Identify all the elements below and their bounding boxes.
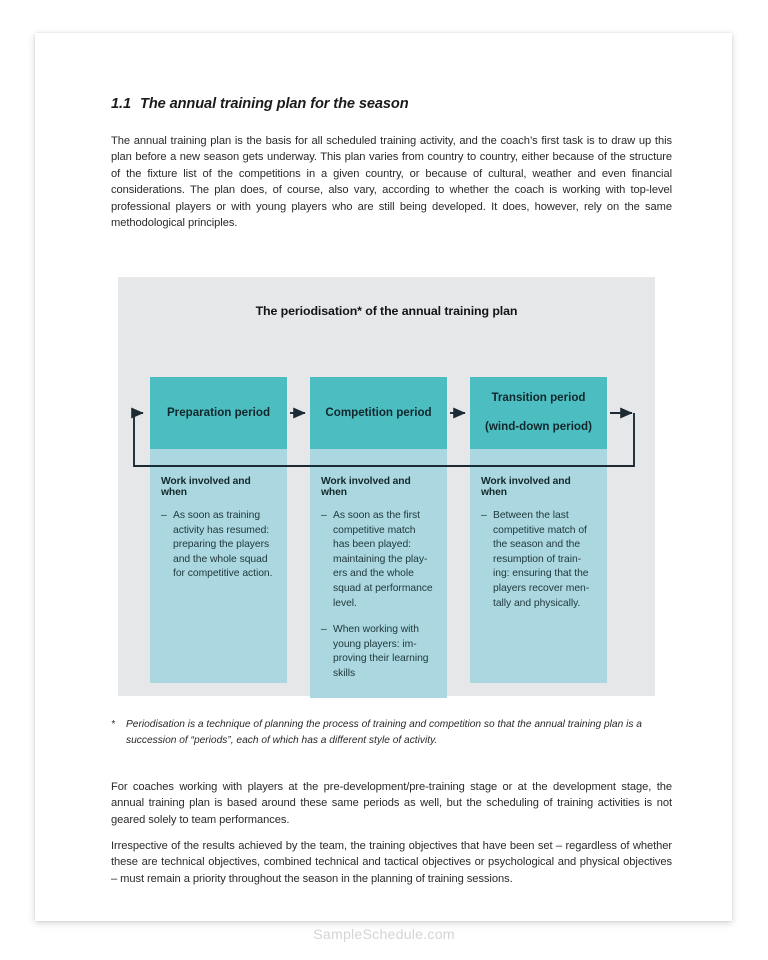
section-number: 1.1 — [111, 96, 131, 112]
bullet-dash: – — [321, 510, 327, 521]
closing-paragraph-2: Irrespective of the results achieved by the team, the training objectives that have been set – regardless of whether these are technical objectives, combined technical and tactical objectives or psychological and physical objectives – must remain a priority throughout the season in the planning of training sessions. — [111, 840, 672, 885]
work-involved-heading: Work involved and when — [481, 476, 571, 498]
list-item-text: When working with young players: im-proving their learning skills — [333, 624, 429, 679]
diagram-title: The periodisation* of the annual training plan — [255, 304, 518, 318]
column-body-preparation — [150, 449, 287, 683]
list-item — [161, 509, 274, 582]
watermark: SampleSchedule.com — [313, 927, 455, 943]
bullet-dash: – — [321, 624, 327, 636]
list-item-text: Between the last competitive match of the season and the resumption of train-ing: ensuring that the players recover men-tally and physically. — [493, 510, 590, 609]
column-header-label: Preparation period — [166, 405, 271, 419]
column-header-line2: (wind-down period) — [485, 420, 592, 434]
list-item — [321, 623, 434, 681]
work-involved-heading: Work involved and when — [321, 476, 411, 498]
bullet-dash: – — [161, 510, 167, 521]
footnote-marker: * — [111, 719, 115, 730]
footnote — [111, 717, 672, 748]
bullet-dash: – — [481, 510, 487, 521]
list-item-text: As soon as training activity has resumed: preparing the players and the whole squad for competitive action. — [173, 510, 273, 580]
diagram-column-preparation — [150, 377, 287, 683]
diagram-column-transition — [470, 377, 607, 683]
column-header-label: Competition period — [325, 405, 432, 419]
document-page — [35, 33, 732, 921]
list-item — [321, 509, 434, 611]
column-header-line1: Transition period — [491, 391, 586, 405]
closing-paragraph-1: For coaches working with players at the pre-development/pre-training stage or at the development stage, the annual training plan is based around these same periods as well, but the scheduling of training activities is not geared solely to team performances. — [111, 781, 672, 826]
column-header-preparation — [150, 377, 287, 449]
list-item — [481, 509, 594, 611]
work-involved-heading: Work involved and when — [161, 476, 251, 498]
section-title: The annual training plan for the season — [140, 96, 409, 112]
column-body-transition — [470, 449, 607, 683]
footnote-text: Periodisation is a technique of planning the process of training and competition so that the annual training plan is a succession of “periods”, each of which has a different style of activity. — [126, 719, 642, 746]
page-title — [111, 96, 671, 112]
periodisation-diagram — [118, 277, 655, 696]
column-header-label — [485, 391, 592, 435]
column-body-competition — [310, 449, 447, 698]
diagram-column-competition — [310, 377, 447, 698]
column-header-competition — [310, 377, 447, 449]
column-header-transition — [470, 377, 607, 449]
list-item-text: As soon as the first competitive match has been played: maintaining the play-ers and the whole squad at performance level. — [333, 510, 433, 609]
intro-paragraph: The annual training plan is the basis for all scheduled training activity, and the coach’s first task is to draw up this plan before a new season gets underway. This plan varies from country to country, either because of the structure of the fixture list of the competitions in a given country, or because of cultural, weather and even financial considerations. The plan does, of course, also vary, according to whether the coach is working with top-level professional players or with young players who are still being developed. It does, however, rely on the same methodological principles. — [111, 135, 672, 230]
